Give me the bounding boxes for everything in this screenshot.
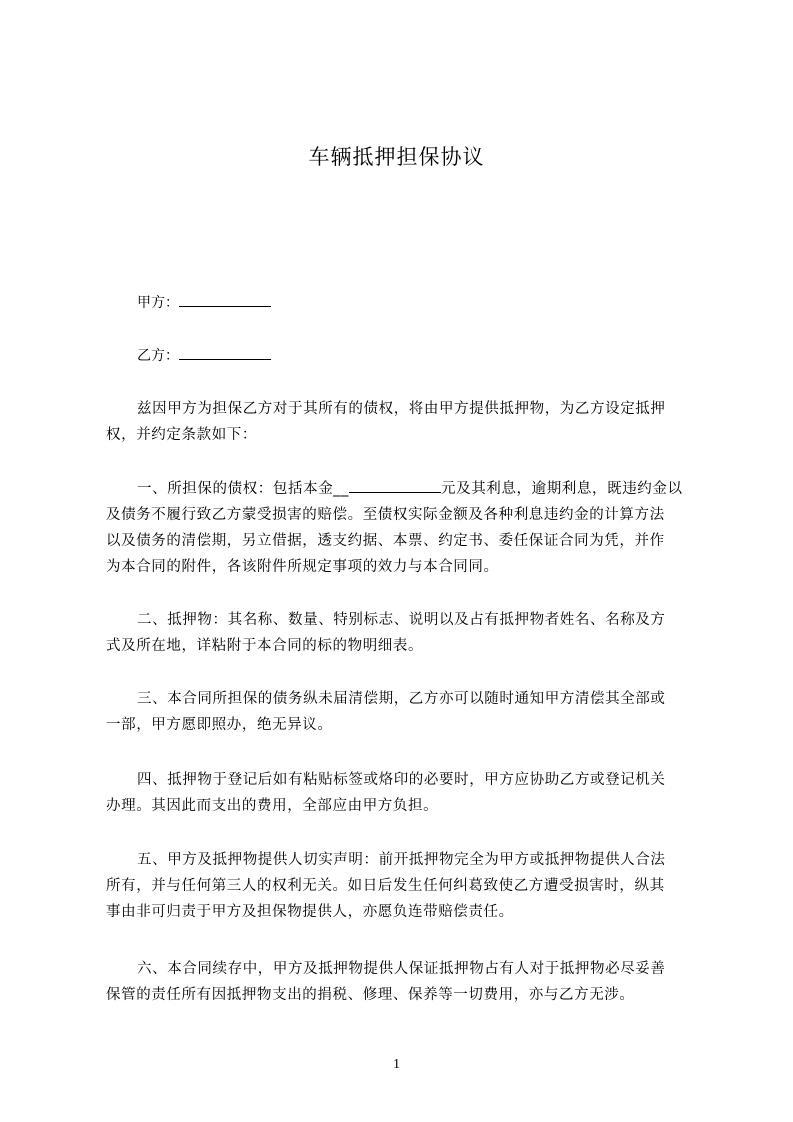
paragraph-line (106, 476, 706, 502)
clause-5 (106, 847, 706, 925)
clause-3 (106, 686, 706, 738)
paragraph-line: 四、抵押物于登记后如有粘贴标签或烙印的必要时，甲方应协助乙方或登记机关 (137, 772, 666, 788)
clause-1-text-before: 一、所担保的债权：包括本金__ (137, 481, 349, 497)
party-a-label: 甲方： (137, 295, 179, 311)
document-title: 车辆抵押担保协议 (308, 145, 485, 169)
paragraph-line: 二、抵押物：其名称、数量、特别标志、说明以及占有抵押物者姓名、名称及方 (137, 612, 666, 628)
paragraph-line: 一部，甲方愿即照办，绝无异议。 (106, 717, 333, 733)
party-a-line (137, 292, 271, 313)
paragraph-line: 权，并约定条款如下： (106, 427, 257, 443)
paragraph-line: 办理。其因此而支出的费用，全部应由甲方负担。 (106, 798, 439, 814)
paragraph-line: 五、甲方及抵押物提供人切实声明：前开抵押物完全为甲方或抵押物提供人合法 (137, 852, 666, 868)
party-b-blank (179, 345, 271, 360)
party-b-label: 乙方： (137, 348, 179, 364)
paragraph-line: 及债务不履行致乙方蒙受损害的赔偿。至债权实际金额及各种利息违约金的计算方法 (106, 507, 665, 523)
paragraph-line: 兹因甲方为担保乙方对于其所有的债权，将由甲方提供抵押物，为乙方设定抵押 (137, 401, 666, 417)
paragraph-line: 式及所在地，详粘附于本合同的标的物明细表。 (106, 638, 424, 654)
paragraph-line: 为本合同的附件，各该附件所规定事项的效力与本合同同。 (106, 559, 499, 575)
clause-6 (106, 956, 706, 1008)
principal-blank (349, 478, 441, 493)
paragraph-line: 所有，并与任何第三人的权利无关。如日后发生任何纠葛致使乙方遭受损害时，纵其 (106, 878, 665, 894)
paragraph-line: 保管的责任所有因抵押物支出的捐税、修理、保养等一切费用，亦与乙方无涉。 (106, 987, 635, 1003)
paragraph-line: 以及债务的清偿期，另立借据，透支约据、本票、约定书、委任保证合同为凭，并作 (106, 533, 665, 549)
clause-4 (106, 767, 706, 819)
clause-1-text-after: 元及其利息，逾期利息，既违约金以 (441, 481, 683, 497)
paragraph-line: 六、本合同续存中，甲方及抵押物提供人保证抵押物占有人对于抵押物必尽妥善 (137, 961, 666, 977)
paragraph-line: 事由非可归责于甲方及担保物提供人，亦愿负连带赔偿责任。 (106, 904, 514, 920)
intro-paragraph (106, 396, 706, 448)
clause-2 (106, 607, 706, 659)
page-number: 1 (393, 1057, 400, 1072)
clause-1 (106, 476, 706, 580)
party-a-blank (179, 292, 271, 307)
paragraph-line: 三、本合同所担保的债务纵未届清偿期，乙方亦可以随时通知甲方清偿其全部或 (137, 691, 666, 707)
party-b-line (137, 345, 271, 366)
